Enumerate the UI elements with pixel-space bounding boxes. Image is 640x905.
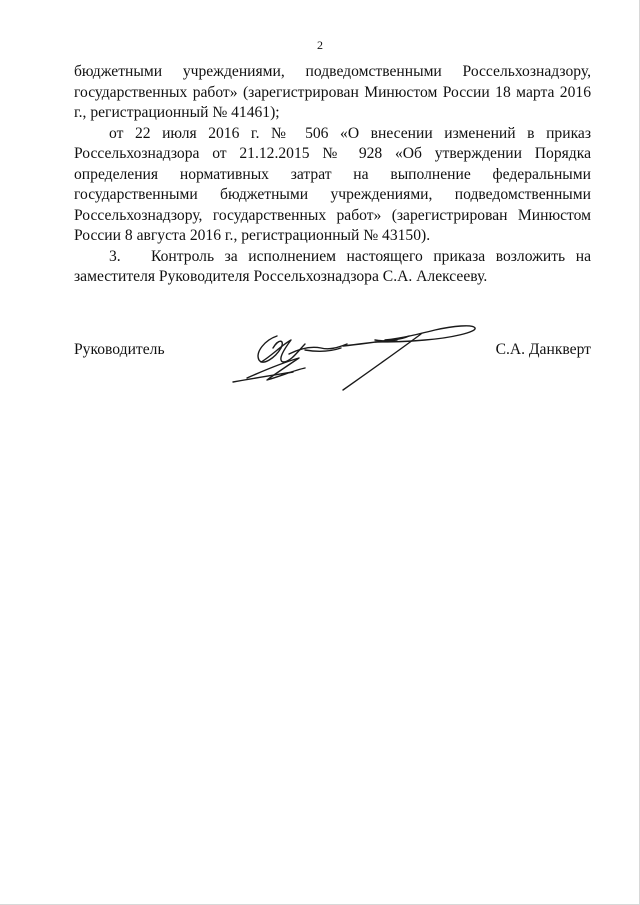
paragraph-order-506 xyxy=(74,124,591,247)
text-line: от 22 июля 2016 г. № 506 «О внесении изменений в приказ xyxy=(109,124,591,142)
text-line: нормативных затрат на выполнение федеральными государственными xyxy=(74,165,591,203)
text-line: бюджетными учреждениями, подведомственными Россельхознадзору, xyxy=(74,63,591,80)
text-line: регистрационный № 41461); xyxy=(90,104,280,121)
text-line: бюджетными учреждениями, подведомственными Россельхознадзору, xyxy=(74,186,591,224)
item-number: 3. xyxy=(109,247,121,265)
text-line: заместителя Руководителя Россельхознадзора С.А. Алексееву. xyxy=(74,268,488,285)
signatory-title: Руководитель xyxy=(74,341,165,358)
text-line: государственных работ» (зарегистрирован Минюстом России 18 марта 2016 г., xyxy=(74,83,591,121)
text-line: Контроль за исполнением настоящего приказа возложить на xyxy=(151,247,591,265)
handwritten-signature xyxy=(225,318,485,393)
text-line: 8 августа 2016 г., регистрационный № 43150). xyxy=(124,227,431,244)
paragraph-item-3 xyxy=(74,247,591,288)
page-number: 2 xyxy=(317,38,323,52)
paragraph-continuation xyxy=(74,62,591,124)
signatory-name: С.А. Данкверт xyxy=(495,341,591,358)
text-line: Россельхознадзора от 21.12.2015 № 928 «Об утверждении Порядка определения xyxy=(74,145,591,183)
text-line: государственных работ» (зарегистрирован Минюстом России xyxy=(74,206,591,244)
document-body xyxy=(74,62,591,288)
